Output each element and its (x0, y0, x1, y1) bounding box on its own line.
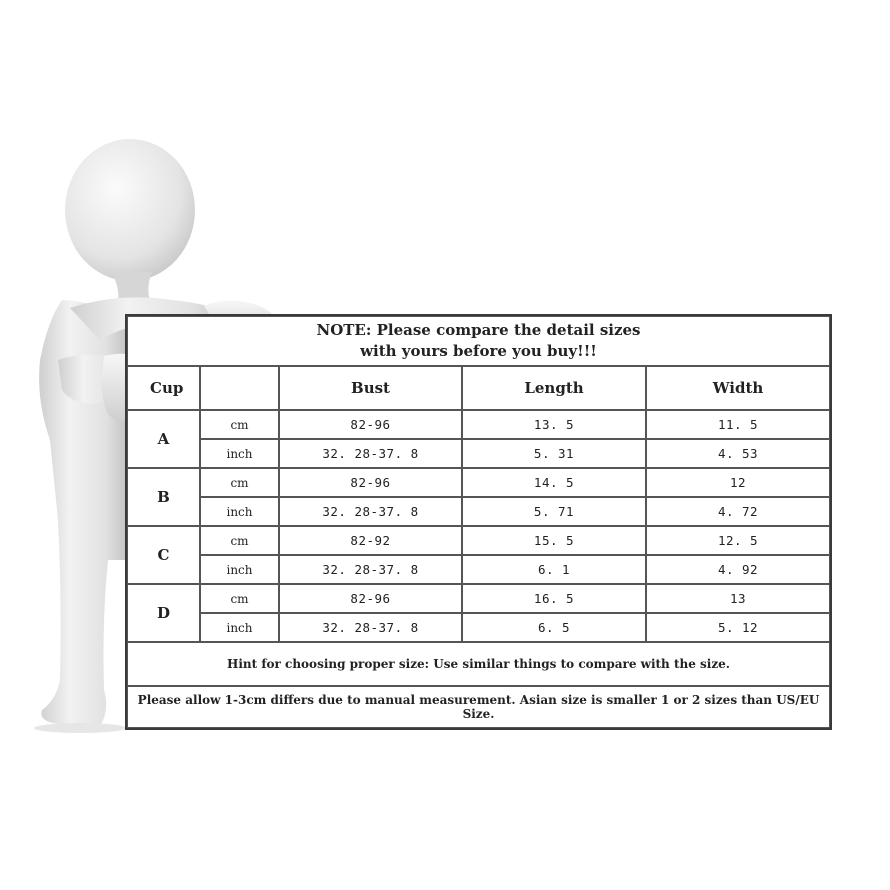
note-cell (127, 316, 830, 366)
bust-value: 82-92 (279, 526, 462, 555)
table-row (127, 613, 830, 642)
length-value: 13. 5 (462, 410, 646, 439)
width-value: 4. 53 (646, 439, 830, 468)
width-value: 12. 5 (646, 526, 830, 555)
width-value: 11. 5 (646, 410, 830, 439)
note-line-2: with yours before you buy!!! (360, 342, 597, 360)
width-value: 13 (646, 584, 830, 613)
bust-value: 32. 28-37. 8 (279, 555, 462, 584)
bust-value: 82-96 (279, 468, 462, 497)
width-value: 5. 12 (646, 613, 830, 642)
length-value: 6. 1 (462, 555, 646, 584)
length-value: 6. 5 (462, 613, 646, 642)
cup-label: A (127, 410, 200, 468)
table-row (127, 439, 830, 468)
table-row (127, 555, 830, 584)
header-length: Length (462, 366, 646, 410)
cup-label: B (127, 468, 200, 526)
table-row (127, 497, 830, 526)
bust-value: 32. 28-37. 8 (279, 613, 462, 642)
unit-label: inch (200, 613, 279, 642)
bust-value: 82-96 (279, 410, 462, 439)
bust-value: 32. 28-37. 8 (279, 439, 462, 468)
table-row (127, 410, 830, 439)
length-value: 5. 71 (462, 497, 646, 526)
bust-value: 82-96 (279, 584, 462, 613)
unit-label: cm (200, 410, 279, 439)
figure-head (65, 139, 195, 281)
unit-label: cm (200, 526, 279, 555)
length-value: 5. 31 (462, 439, 646, 468)
bust-value: 32. 28-37. 8 (279, 497, 462, 526)
length-value: 14. 5 (462, 468, 646, 497)
table-row (127, 584, 830, 613)
length-value: 16. 5 (462, 584, 646, 613)
table-row (127, 526, 830, 555)
header-unit (200, 366, 279, 410)
unit-label: inch (200, 497, 279, 526)
note-line-1: NOTE: Please compare the detail sizes (316, 321, 641, 339)
cup-label: C (127, 526, 200, 584)
table-row (127, 468, 830, 497)
unit-label: inch (200, 439, 279, 468)
unit-label: inch (200, 555, 279, 584)
allowance-text: Please allow 1-3cm differs due to manual measurement. Asian size is smaller 1 or 2 sizes than US/EU Size. (127, 686, 830, 728)
header-bust: Bust (279, 366, 462, 410)
unit-label: cm (200, 584, 279, 613)
size-chart-table (127, 316, 830, 728)
width-value: 4. 92 (646, 555, 830, 584)
cup-label: D (127, 584, 200, 642)
hint-text: Hint for choosing proper size: Use similar things to compare with the size. (127, 642, 830, 686)
length-value: 15. 5 (462, 526, 646, 555)
header-width: Width (646, 366, 830, 410)
header-cup: Cup (127, 366, 200, 410)
width-value: 4. 72 (646, 497, 830, 526)
unit-label: cm (200, 468, 279, 497)
width-value: 12 (646, 468, 830, 497)
